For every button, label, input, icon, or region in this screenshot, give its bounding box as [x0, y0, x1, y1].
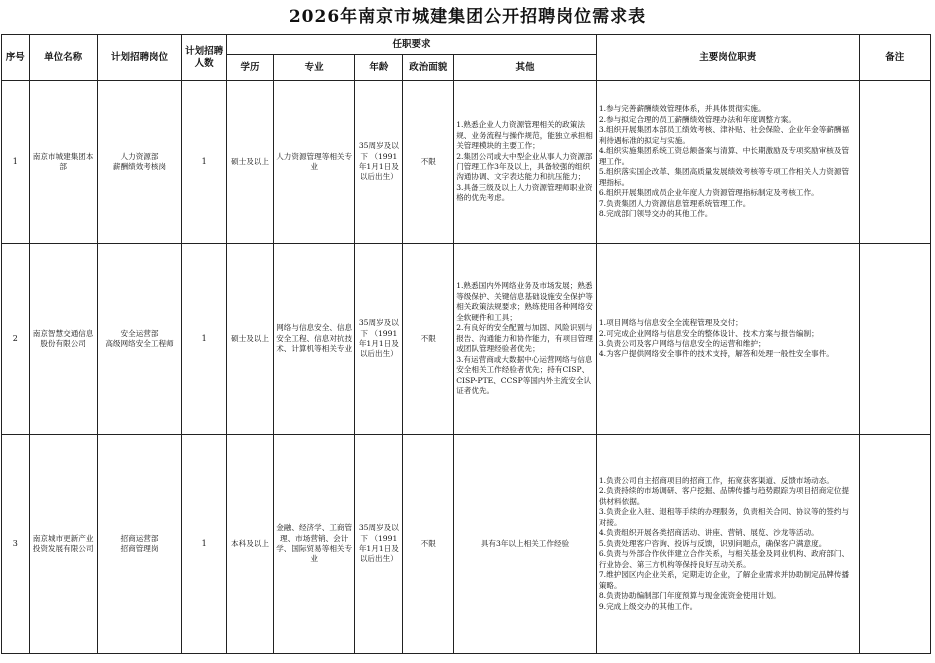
- header-remarks: 备注: [859, 35, 930, 81]
- cell-political: 不限: [403, 81, 454, 244]
- page-title: 2026年南京市城建集团公开招聘岗位需求表: [288, 7, 647, 27]
- cell-count: 1: [182, 244, 227, 435]
- cell-education: 硕士及以上: [227, 244, 274, 435]
- cell-unit: 南京智慧交通信息股份有限公司: [29, 244, 97, 435]
- cell-unit: 南京市城建集团本部: [29, 81, 97, 244]
- cell-position: 人力资源部 薪酬绩效考核岗: [97, 81, 182, 244]
- cell-major: 人力资源管理等相关专业: [273, 81, 354, 244]
- header-major: 专业: [273, 55, 354, 81]
- cell-remarks: [859, 435, 930, 654]
- cell-other: 1.熟悉国内外网络业务及市场发展；熟悉等级保护、关键信息基础设施安全保护等相关政策法规要求；熟练使用各种网络安全软硬件和工具； 2.有良好的安全配置与加固、风险识别与报告、沟通能力和协作能力，有项目管理或团队管理经验者优先； 3.有运营商或大数据中心运营网络与信息安全相关工作经验者优先；持有CISP、CISP-PTE、CCSP等国内外主流安全认证者优先。: [454, 244, 597, 435]
- header-position: 计划招聘岗位: [97, 35, 182, 81]
- cell-other: 具有3年以上相关工作经验: [454, 435, 597, 654]
- table-row: [2, 81, 931, 244]
- cell-education: 本科及以上: [227, 435, 274, 654]
- header-political: 政治面貌: [403, 55, 454, 81]
- header-seq: 序号: [2, 35, 30, 81]
- cell-count: 1: [182, 81, 227, 244]
- cell-count: 1: [182, 435, 227, 654]
- header-education: 学历: [227, 55, 274, 81]
- cell-political: 不限: [403, 435, 454, 654]
- header-requirements: 任职要求: [227, 35, 597, 55]
- header-unit: 单位名称: [29, 35, 97, 81]
- cell-remarks: [859, 244, 930, 435]
- table-row: [2, 244, 931, 435]
- cell-duties: 1.负责公司自主招商项目的招商工作，拓宽获客渠道、反馈市场动态。 2.负责持续的市场调研、客户挖掘、品牌传播与趋势跟踪为项目招商定位提供材料依据。 3.负责企业入驻、退租等手续的办理服务，负责相关合同、协议等的签约与对接。 4.负责组织开展各类招商活动、讲座、营销、展览、沙龙等活动。 5.负责处理客户咨询、投诉与反馈，识别问题点，确保客户满意度。 6.负责与外部合作伙伴建立合作关系，与相关基金及同业机构、政府部门、行业协会、第三方机构等保持良好互动关系。 7.维护园区内企业关系，定期走访企业，了解企业需求并协助制定品牌传播策略。 8.负责协助编制部门年度预算与现金流资金使用计划。 9.完成上级交办的其他工作。: [596, 435, 859, 654]
- table-row: [2, 435, 931, 654]
- cell-duties: 1.参与完善薪酬绩效管理体系，并具体贯彻实施。 2.参与拟定合理的员工薪酬绩效管理办法和年度调整方案。 3.组织开展集团本部员工绩效考核、津补贴、社会保险、企业年金等薪酬福利待遇标准的拟定与实施。 4.组织实施集团系统工资总额备案与清算、中长期激励及专项奖励审核及管理工作。 5.组织落实国企改革、集团高质量发展绩效考核等专项工作相关人力资源管理指标。 6.组织开展集团成员企业年度人力资源管理指标制定及考核工作。 7.负责集团人力资源信息管理系统管理工作。 8.完成部门领导交办的其他工作。: [596, 81, 859, 244]
- cell-major: 网络与信息安全、信息安全工程、信息对抗技术、计算机等相关专业: [273, 244, 354, 435]
- cell-political: 不限: [403, 244, 454, 435]
- header-count: 计划招聘人数: [182, 35, 227, 81]
- cell-seq: 2: [2, 244, 30, 435]
- cell-seq: 1: [2, 81, 30, 244]
- cell-education: 硕士及以上: [227, 81, 274, 244]
- cell-unit: 南京城市更新产业投资发展有限公司: [29, 435, 97, 654]
- cell-age: 35周岁及以下 （1991年1月1日及以后出生）: [355, 435, 403, 654]
- cell-seq: 3: [2, 435, 30, 654]
- cell-age: 35周岁及以下 （1991年1月1日及以后出生）: [355, 244, 403, 435]
- cell-remarks: [859, 81, 930, 244]
- recruitment-table: [1, 34, 931, 654]
- cell-position: 招商运营部 招商管理岗: [97, 435, 182, 654]
- header-age: 年龄: [355, 55, 403, 81]
- cell-position: 安全运营部 高级网络安全工程师: [97, 244, 182, 435]
- header-other: 其他: [454, 55, 597, 81]
- header-duties: 主要岗位职责: [596, 35, 859, 81]
- cell-duties: 1.项目网络与信息安全全流程管理及交付； 2.可完成企业网络与信息安全的整体设计、技术方案与报告编制； 3.负责公司及客户网络与信息安全的运营和维护； 4.为客户提供网络安全事件的技术支持，解答和处理一般性安全事件。: [596, 244, 859, 435]
- cell-age: 35周岁及以下 （1991年1月1日及以后出生）: [355, 81, 403, 244]
- cell-major: 金融、经济学、工商管理、市场营销、会计学、国际贸易等相关专业: [273, 435, 354, 654]
- cell-other: 1.熟悉企业人力资源管理相关的政策法规、业务流程与操作规范，能独立承担相关管理模块的主要工作； 2.集团公司或大中型企业从事人力资源部门管理工作3年及以上，具备较强的组织沟通协调、文字表达能力和抗压能力； 3.具备三级及以上人力资源管理师职业资格的优先考虑。: [454, 81, 597, 244]
